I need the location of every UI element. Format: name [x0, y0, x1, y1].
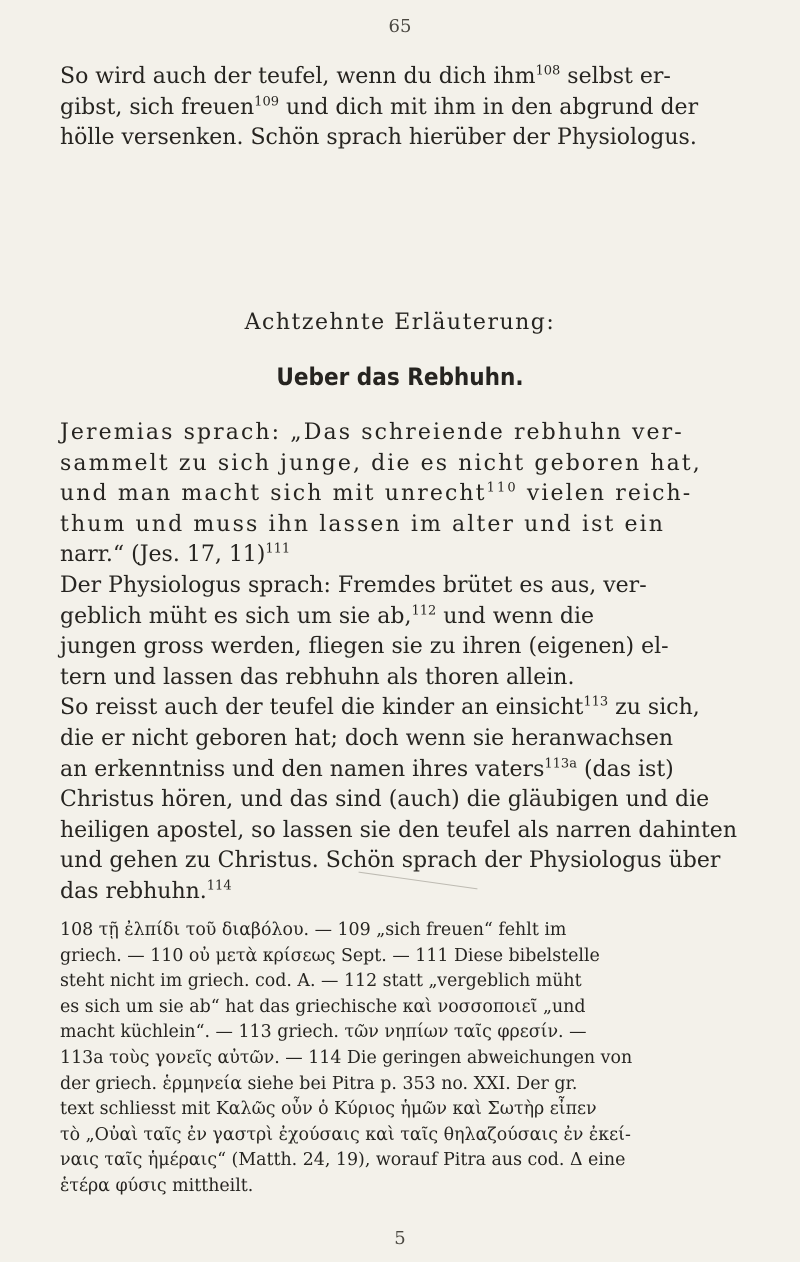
footnote-line: ναις ταῖς ἡμέραις“ (Matth. 24, 19), worauf Pitra aus cod. Δ eine: [60, 1150, 626, 1171]
text-line: an erkenntniss und den namen ihres vaters$^{113a}$ (das ist): [60, 756, 674, 782]
text-line: thum und muss ihn lassen im alter und ist ein: [60, 511, 666, 537]
footnote-line: der griech. ἑρμηνεία siehe bei Pitra p. 353 no. XXI. Der gr.: [60, 1073, 578, 1094]
text-line: hölle versenken. Schön sprach hierüber der Physiologus.: [60, 125, 697, 151]
section-title: Ueber das Rebhuhn.: [276, 363, 524, 391]
footnote-ref: 108: [535, 63, 561, 79]
footnote-line: τὸ „Οὐαὶ ταῖς ἐν γαστρὶ ἐχούσαις καὶ ταῖς θηλαζούσαις ἐν ἐκεί-: [60, 1124, 631, 1145]
text-line: und man macht sich mit unrecht$^{110}$ vielen reich-: [60, 480, 693, 507]
text-line: So wird auch der teufel, wenn du dich ihm$^{108}$ selbst er-: [60, 63, 671, 89]
footnote-line: griech. — 110 οὐ μετὰ κρίσεως Sept. — 111 Diese bibelstelle: [60, 945, 600, 966]
footnote-ref: 111: [265, 542, 291, 558]
text-line: heiligen apostel, so lassen sie den teufel als narren dahinten: [60, 817, 737, 843]
footnote-ref: 109: [254, 94, 279, 110]
footnote-line: 108 τῇ ἐλπίδι τοῦ διαβόλου. — 109 „sich freuen“ fehlt im: [60, 920, 567, 940]
footnote-line: es sich um sie ab“ hat das griechische καὶ νοσσοποιεῖ „und: [60, 996, 586, 1017]
text-line: narr.“ (Jes. 17, 11)$^{111}$: [60, 542, 291, 568]
text-line: und gehen zu Christus. Schön sprach der Physiologus über: [60, 848, 721, 874]
footnote-ref: 114: [206, 878, 232, 894]
text-line: So reisst auch der teufel die kinder an einsicht$^{113}$ zu sich,: [60, 695, 700, 721]
footnote-ref: 112: [411, 603, 437, 619]
text-line: die er nicht geboren hat; doch wenn sie heranwachsen: [60, 725, 674, 751]
text-line: geblich müht es sich um sie ab,$^{112}$ und wenn die: [60, 603, 595, 629]
text-line: Der Physiologus sprach: Fremdes brütet es aus, ver-: [60, 572, 647, 598]
text-line: Jeremias sprach: „Das schreiende rebhuhn ver-: [60, 420, 684, 445]
text-line: jungen gross werden, fliegen sie zu ihren (eigenen) el-: [60, 634, 669, 660]
main-paragraph: [60, 418, 750, 908]
footnote-ref: 113: [583, 695, 609, 711]
intro-paragraph: [60, 62, 750, 154]
section-heading: Achtzehnte Erläuterung:: [244, 310, 556, 335]
footnote-line: text schliesst mit Καλῶς οὖν ὁ Κύριος ἡμῶν καὶ Σωτὴρ εἶπεν: [60, 1099, 597, 1120]
text-line: Christus hören, und das sind (auch) die gläubigen und die: [60, 787, 710, 813]
text-line: das rebhuhn.$^{114}$: [60, 878, 232, 904]
footnote-line: steht nicht im griech. cod. A. — 112 statt „vergeblich müht: [60, 971, 582, 992]
text-line: tern und lassen das rebhuhn als thoren allein.: [60, 664, 575, 690]
footnote-ref: 113a: [544, 756, 577, 772]
page-number-bottom: 5: [394, 1228, 406, 1249]
footnote-ref: 110: [486, 480, 518, 496]
page-number-top: 65: [388, 16, 412, 37]
text-line: gibst, sich freuen$^{109}$ und dich mit ihm in den abgrund der: [60, 94, 699, 120]
footnotes: [60, 918, 750, 1200]
footnote-line: ἑτέρα φύσις mittheilt.: [60, 1175, 254, 1196]
footnote-line: 113a τοὺς γονεῖς αὐτῶν. — 114 Die geringen abweichungen von: [60, 1047, 633, 1068]
footnote-line: macht küchlein“. — 113 griech. τῶν νηπίων ταῖς φρεσίν. —: [60, 1022, 587, 1043]
text-line: sammelt zu sich junge, die es nicht geboren hat,: [60, 450, 702, 476]
